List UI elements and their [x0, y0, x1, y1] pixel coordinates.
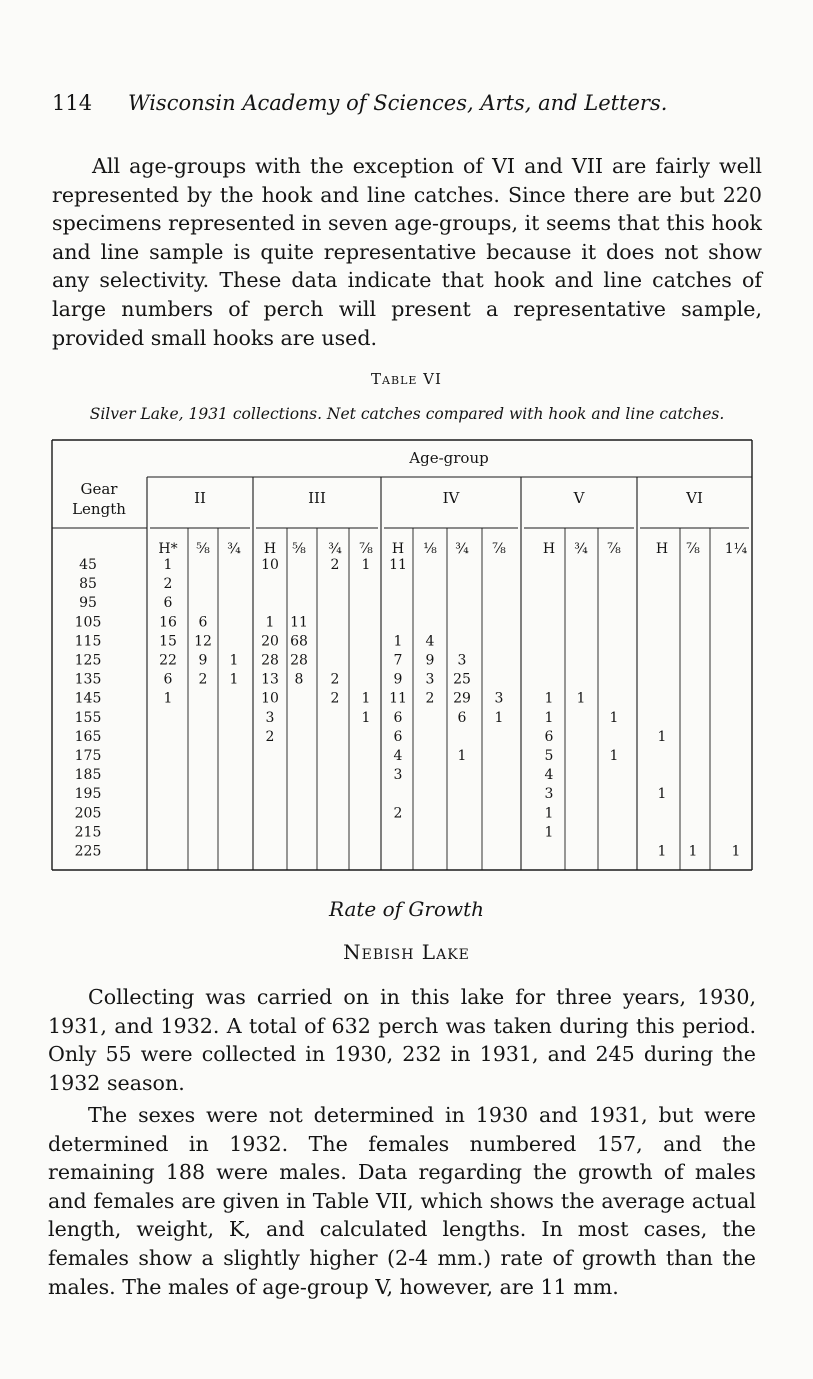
table-title: Table VI	[371, 370, 442, 388]
table-cell: 4	[544, 767, 554, 784]
table-cell: 1	[657, 786, 667, 803]
age-group-spanner: Age-group	[409, 449, 489, 467]
table-cell: 11	[389, 557, 407, 573]
table-cell: 2	[198, 671, 208, 688]
table-cell: 28	[290, 652, 308, 669]
table-cell: 6	[198, 614, 208, 631]
subcolumn-header: ⅞	[492, 541, 506, 557]
subcolumn-header: ⅝	[292, 541, 306, 557]
table-cell: 1	[731, 843, 741, 860]
gear-length-cell: 85	[79, 576, 97, 593]
subcolumn-header: 1¼	[724, 541, 748, 557]
table-cell: 6	[163, 671, 173, 688]
table-cell: 10	[261, 690, 279, 707]
table-cell: 1	[576, 690, 586, 707]
subcolumn-header: ¾	[455, 541, 469, 557]
table-cell: 1	[361, 690, 371, 707]
table-cell: 2	[330, 690, 340, 707]
table-cell: 3	[393, 767, 403, 784]
table-cell: 1	[265, 614, 275, 631]
subcolumn-header: ⅞	[607, 541, 621, 557]
table-cell: 6	[393, 709, 403, 726]
table-cell: 15	[159, 633, 177, 650]
subcolumn-header: H	[391, 541, 405, 557]
subcolumn-header: ⅞	[359, 541, 373, 557]
table-cell: 1	[361, 709, 371, 726]
table-cell: 2	[163, 576, 173, 593]
table-cell: 16	[159, 614, 177, 631]
subcolumn-header: H	[263, 541, 277, 557]
table-cell: 4	[393, 748, 403, 764]
table-cell: 2	[425, 690, 435, 707]
table-cell: 7	[393, 652, 403, 669]
table-cell: 1	[544, 805, 554, 822]
subcolumn-header: ¾	[574, 541, 588, 557]
table-cell: 4	[425, 633, 435, 650]
table-cell: 25	[453, 671, 471, 688]
gear-length-cell: 135	[74, 671, 102, 688]
subcolumn-header: ¾	[328, 541, 342, 557]
table-cell: 28	[261, 652, 279, 669]
gear-length-cell: 45	[79, 557, 97, 573]
table-cell: 1	[609, 709, 619, 726]
table-cell: 11	[290, 614, 308, 631]
subcolumn-header: H*	[158, 541, 178, 557]
group-header-II: II	[194, 489, 206, 507]
group-header-VI: VI	[686, 489, 703, 507]
table-cell: 9	[198, 652, 208, 669]
table-cell: 12	[194, 633, 212, 650]
table-cell: 5	[544, 748, 554, 764]
gear-length-cell: 145	[74, 690, 102, 707]
journal-title: Wisconsin Academy of Sciences, Arts, and Letters.	[128, 91, 668, 115]
gear-length-cell: 155	[74, 709, 102, 726]
table-cell: 1	[657, 843, 667, 860]
gear-length-cell: 165	[74, 728, 102, 745]
gear-length-cell: 195	[74, 786, 102, 803]
table-cell: 3	[425, 671, 435, 688]
table-cell: 1	[544, 824, 554, 841]
paragraph-hook-line: All age-groups with the exception of VI and VII are fairly well represented by the hook and line catches. Since there are but 220 specimens represented in seven age-groups, it seems that this hook and line sample is quite representative because it does not show any selectivity. These data indicate that hook and line catches of large numbers of perch will present a representative sample, provided small hooks are used.	[52, 154, 762, 350]
subcolumn-header: H	[542, 541, 556, 557]
table-cell: 13	[261, 671, 279, 688]
table-cell: 11	[389, 690, 407, 707]
table-cell: 2	[265, 728, 275, 745]
table-cell: 2	[330, 671, 340, 688]
table-cell: 29	[453, 690, 471, 707]
gear-length-cell: 175	[74, 748, 102, 764]
subcolumn-header: ⅛	[423, 541, 437, 557]
group-header-IV: IV	[442, 489, 460, 507]
table-cell: 1	[393, 633, 403, 650]
table-cell: 1	[229, 652, 239, 669]
table-cell: 68	[290, 633, 308, 650]
gear-length-cell: 215	[74, 824, 102, 841]
subcolumn-header: ⅞	[686, 541, 700, 557]
table-cell: 2	[330, 557, 340, 573]
table-cell: 6	[163, 595, 173, 612]
gear-length-cell: 205	[74, 805, 102, 822]
table-cell: 2	[393, 805, 403, 822]
table-cell: 10	[261, 557, 279, 573]
table-caption: Silver Lake, 1931 collections. Net catches compared with hook and line catches.	[89, 405, 725, 423]
table-cell: 6	[393, 728, 403, 745]
section-title: Rate of Growth	[328, 897, 485, 921]
table-cell: 1	[361, 557, 371, 573]
group-header-III: III	[308, 489, 326, 507]
table-cell: 1	[544, 690, 554, 707]
table-cell: 6	[457, 709, 467, 726]
subcolumn-header: ¾	[227, 541, 241, 557]
gear-length-cell: 125	[74, 652, 102, 669]
table-cell: 9	[425, 652, 435, 669]
table-cell: 9	[393, 671, 403, 688]
table-cell: 20	[261, 633, 279, 650]
table-cell: 3	[265, 709, 275, 726]
table-cell: 1	[544, 709, 554, 726]
table-cell: 1	[163, 557, 173, 573]
table-cell: 1	[163, 690, 173, 707]
gear-length-cell: 115	[74, 633, 102, 650]
page-number: 114	[52, 91, 93, 115]
table-cell: 3	[544, 786, 554, 803]
paragraph-collecting: Collecting was carried on in this lake for three years, 1930, 1931, and 1932. A total of 632 perch was taken during this period. Only 55 were collected in 1930, 232 in 1931, and 245 during the 1932 season.	[48, 985, 756, 1095]
gear-length-cell: 225	[74, 843, 102, 860]
gear-length-cell: 105	[74, 614, 102, 631]
table-cell: 1	[229, 671, 239, 688]
subcolumn-header: H	[655, 541, 669, 557]
table-cell: 1	[657, 728, 667, 745]
table-cell: 1	[609, 748, 619, 764]
group-header-V: V	[573, 489, 585, 507]
table-cell: 1	[494, 709, 504, 726]
gear-length-cell: 95	[79, 595, 97, 612]
table-cell: 3	[494, 690, 504, 707]
subcolumn-header: ⅝	[196, 541, 210, 557]
length-header: Length	[72, 500, 126, 518]
gear-length-cell: 185	[74, 767, 102, 784]
table-cell: 3	[457, 652, 467, 669]
table-cell: 1	[457, 748, 467, 764]
table-cell: 1	[688, 843, 698, 860]
section-subtitle: Nebish Lake	[343, 940, 470, 964]
table-cell: 22	[159, 652, 177, 669]
gear-header: Gear	[80, 480, 118, 498]
paragraph-sexes: The sexes were not determined in 1930 and 1931, but were determined in 1932. The females numbered 157, and the remaining 188 were males. Data regarding the growth of males and females are given in Table VII, which shows the average actual length, weight, K, and calculated lengths. In most cases, the females show a slightly higher (2-4 mm.) rate of growth than the males. The males of age-group V, however, are 11 mm.	[48, 1103, 756, 1299]
table-cell: 8	[294, 671, 304, 688]
table-cell: 6	[544, 728, 554, 745]
